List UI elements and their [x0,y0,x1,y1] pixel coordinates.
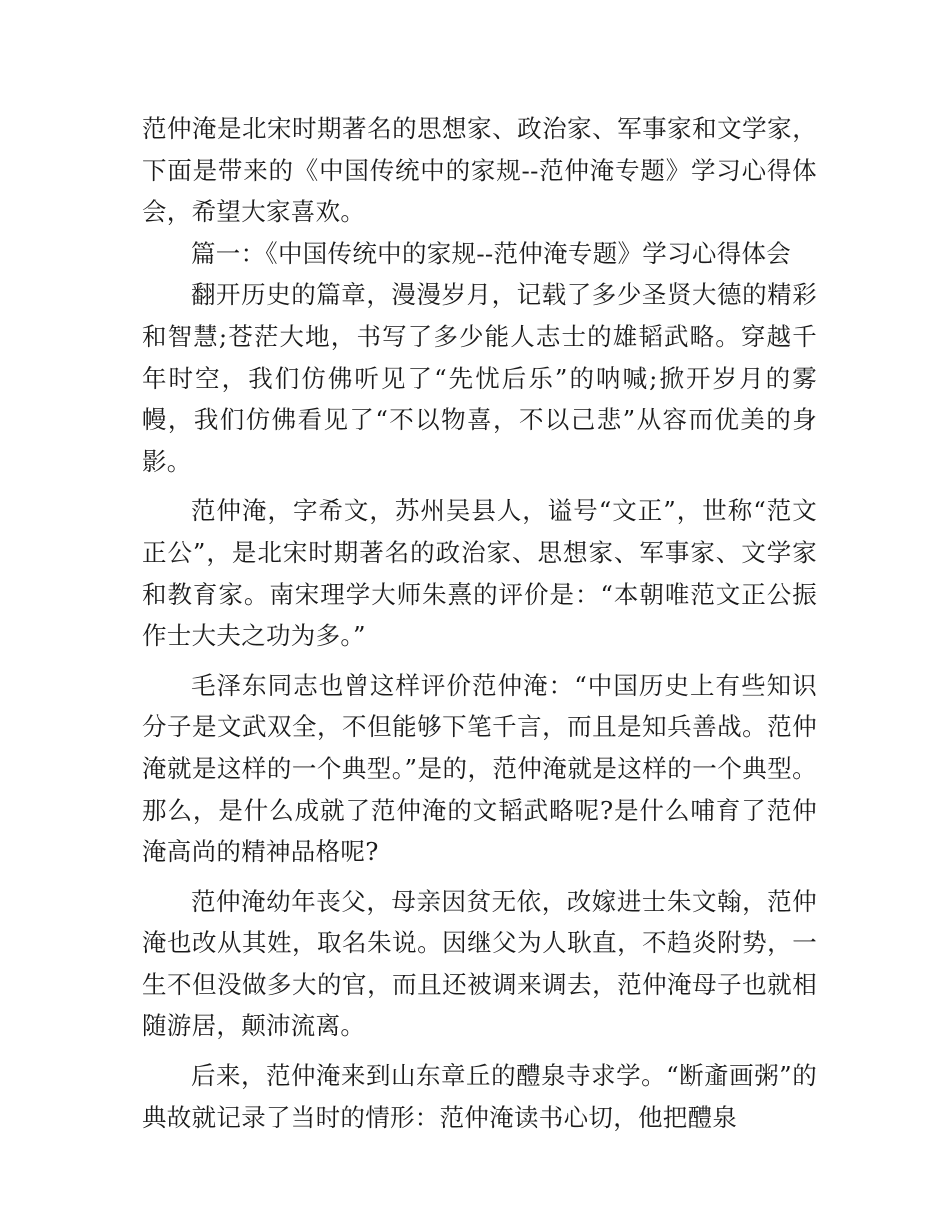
body-paragraph-4: 范仲淹幼年丧父，母亲因贫无依，改嫁进士朱文翰，范仲淹也改从其姓，取名朱说。因继父为人耿直，不趋炎附势，一生不但没做多大的官，而且还被调来调去，范仲淹母子也就相随游居，颠沛流离。 [142,886,817,1041]
document-body [142,108,817,1138]
body-paragraph-5: 后来，范仲淹来到山东章丘的醴泉寺求学。“断齑画粥”的典故就记录了当时的情形：范仲淹读书心切，他把醴泉 [142,1061,817,1132]
body-paragraph-1: 翻开历史的篇章，漫漫岁月，记载了多少圣贤大德的精彩和智慧;苍茫大地，书写了多少能人志士的雄韬武略。穿越千年时空，我们仿佛听见了“先忧后乐”的呐喊;掀开岁月的雾幔，我们仿佛看见了“不以物喜，不以己悲”从容而优美的身影。 [142,280,817,476]
section-title: 篇一：《中国传统中的家规--范仲淹专题》学习心得体会 [191,238,792,268]
intro-paragraph: 范仲淹是北宋时期著名的思想家、政治家、军事家和文学家，下面是带来的《中国传统中的家规--范仲淹专题》学习心得体会，希望大家喜欢。 [142,114,817,227]
body-paragraph-2: 范仲淹，字希文，苏州吴县人，谥号“文正”，世称“范文正公”，是北宋时期著名的政治家、思想家、军事家、文学家和教育家。南宋理学大师朱熹的评价是：“本朝唯范文正公振作士大夫之功为多。” [142,496,817,651]
body-paragraph-3: 毛泽东同志也曾这样评价范仲淹：“中国历史上有些知识分子是文武双全，不但能够下笔千言，而且是知兵善战。范仲淹就是这样的一个典型。”是的，范仲淹就是这样的一个典型。那么，是什么成就了范仲淹的文韬武略呢?是什么哺育了范仲淹高尚的精神品格呢? [142,670,817,867]
